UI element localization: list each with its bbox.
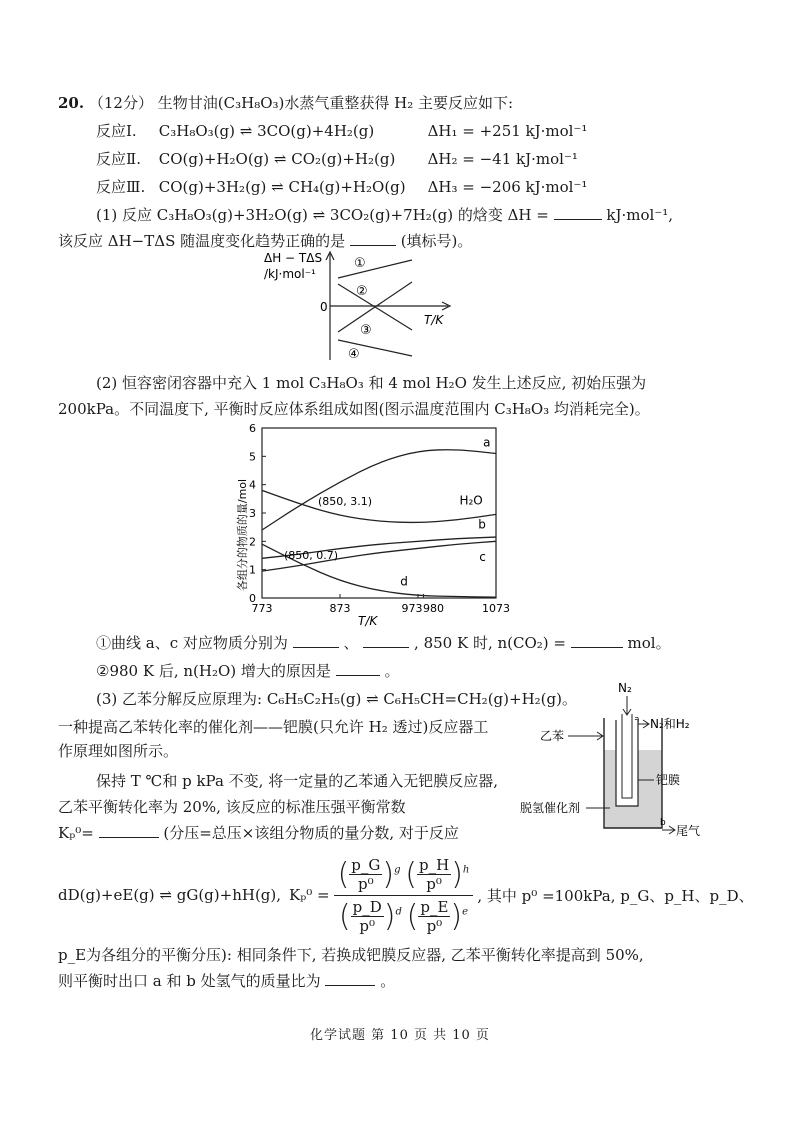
x-tick-label: 773 [251,602,273,615]
reaction-label: 反应Ⅲ. [96,178,146,196]
catalyst-label: 脱氢催化剂 [520,801,581,815]
question-number: 20. [58,94,85,112]
ethylbenzene-label: 乙苯 [540,729,565,743]
y-tick-label: 4 [249,478,256,492]
answer-blank-mass-ratio[interactable] [325,970,375,986]
part3-line4 [96,770,498,792]
trend-line-label: ④ [348,347,360,362]
part1-question: (1) 反应 C₃H₈O₃(g)+3H₂O(g) ⇌ 3CO₂(g)+7H₂(g) 的焓变 ΔH = [96,206,549,224]
chart-ylabel: 各组分的物质的量/mol [236,478,249,592]
trend-chart-ylabel: ΔH − TΔS [264,251,323,265]
part3-line7 [58,944,644,966]
reaction-3 [96,176,587,198]
palladium-membrane-reactor [510,678,720,848]
formula-exp-d: d [395,906,402,917]
y-tick-label: 3 [249,507,256,520]
page-footer: 化学试题 第 10 页 共 10 页 [310,1028,490,1043]
y-tick-label: 2 [249,535,256,549]
formula-exp-h: h [462,864,470,875]
y-tick-label: 0 [249,592,256,605]
part3-line3 [58,740,178,762]
y-tick-label: 5 [249,450,256,464]
formula-p0: p⁰ [359,916,375,935]
series-label: a [483,435,491,450]
answer-blank-nco2[interactable] [571,632,623,648]
part2-q1-text: ①曲线 a、c 对应物质分别为 [96,634,288,652]
chart-annotation-1: (850, 3.1) [318,495,373,508]
part2-q2-text: ②980 K 后, n(H₂O) 增大的原因是 [96,662,331,680]
part3-line1 [96,688,577,710]
chart-xlabel: T/K [358,614,378,628]
answer-blank-curve-a[interactable] [293,632,339,648]
formula-big-fraction: ( $\frac{p\_G}{\text{p⁰}}$ )$^g$ ( $\frac{p\_H}{\text{p⁰}}$ )$^h$ ( $\frac{p\_D}{\text{p⁰}}$ )$^d$ ( $\frac{p\_E}{\text{p⁰}}$ )$^e$ [334,856,474,935]
part2-q2-end: 。 [384,662,400,680]
part1-question-b: 该反应 ΔH−TΔS 随温度变化趋势正确的是 [58,232,346,250]
formula-pd: p_D [352,897,382,916]
question-points: （12分） [88,94,153,112]
part3-text-5: 乙苯平衡转化率为 20%, 该反应的标准压强平衡常数 [58,798,406,816]
reaction-enthalpy: ΔH₂ = −41 kJ·mol⁻¹ [427,150,578,168]
chart-series-group [262,435,496,597]
part3-text-3: 作原理如图所示。 [58,742,179,760]
formula-pg: p_G [351,855,381,874]
series-label: b [478,517,486,532]
x-tick-label: 973 [401,602,423,615]
series-label: c [479,550,486,565]
formula-tail: , 其中 p⁰ =100kPa, p_G、p_H、p_D、 [477,886,754,905]
part3-text-2: 一种提高乙苯转化率的催化剂——钯膜(只允许 H₂ 透过)反应器工 [58,718,489,736]
reaction-enthalpy: ΔH₁ = +251 kJ·mol⁻¹ [427,122,588,140]
part3-line6 [58,822,459,844]
part2-q1-unit: mol。 [627,634,671,652]
chart-annotation-2: (850, 0.7) [284,549,339,562]
n2-label: N₂ [618,681,632,695]
reaction-equation: CO(g)+H₂O(g) ⇌ CO₂(g)+H₂(g) [158,150,396,168]
trend-chart-xlabel: T/K [424,313,444,327]
answer-blank-reason[interactable] [336,660,380,676]
part1-unit: kJ·mol⁻¹, [606,206,674,224]
trend-line-label: ② [356,284,368,299]
part3-end: 。 [380,972,396,990]
reaction-label: 反应Ⅱ. [96,150,141,168]
part3-text-7: p_E为各组分的平衡分压): 相同条件下, 若换成钯膜反应器, 乙苯平衡转化率提高到 50%, [58,946,644,964]
trend-chart-origin: 0 [320,300,328,314]
part2-line1 [96,372,646,394]
answer-blank-kp[interactable] [99,822,159,838]
trend-line-3 [338,282,412,332]
part1-line1 [96,204,673,226]
part3-text-4: 保持 T ℃和 p kPa 不变, 将一定量的乙苯通入无钯膜反应器, [96,772,498,790]
x-tick-label: 873 [329,602,351,615]
part3-text-6: (分压=总压×该组分物质的量分数, 对于反应 [163,824,459,842]
formula-p0: p⁰ [426,874,442,893]
part2-q1-text-b: , 850 K 时, n(CO₂) = [414,634,566,652]
reaction-equation: CO(g)+3H₂(g) ⇌ CH₄(g)+H₂O(g) [158,178,406,196]
reaction-equation: C₃H₈O₃(g) ⇌ 3CO(g)+4H₂(g) [158,122,375,140]
question-header [58,92,513,114]
part1-fill-note: (填标号)。 [400,232,473,250]
reaction-1 [96,120,587,142]
reaction-label: 反应Ⅰ. [96,122,137,140]
trend-line-1 [338,260,412,278]
formula-p0: p⁰ [426,916,443,935]
formula-kp: Kₚ⁰ = [289,886,330,904]
formula-exp-g: g [394,864,401,875]
kp-formula [58,850,754,940]
membrane-tube-outer [616,720,638,806]
reaction-2 [96,148,578,170]
membrane-label: 钯膜 [656,773,681,787]
formula-reaction: dD(g)+eE(g) ⇌ gG(g)+hH(g), [58,886,282,904]
trend-line-label: ③ [360,323,372,338]
trend-chart-ylabel-unit: /kJ·mol⁻¹ [264,267,316,281]
n2h2-label: N₂和H₂ [650,717,690,731]
y-tick-label: 1 [249,563,256,577]
answer-blank-trend[interactable] [350,230,396,246]
part3-text-1: (3) 乙苯分解反应原理为: C₆H₅C₂H₅(g) ⇌ C₆H₅CH=CH₂(g)+H₂(g)。 [96,690,577,708]
part2-q2 [96,660,399,682]
chart-frame [262,428,496,598]
part2-text-1: (2) 恒容密闭容器中充入 1 mol C₃H₈O₃ 和 4 mol H₂O 发生上述反应, 初始压强为 [96,374,647,392]
x-tick-label: 1073 [482,602,510,615]
part3-line5 [58,796,406,818]
reaction-enthalpy: ΔH₃ = −206 kJ·mol⁻¹ [427,178,588,196]
formula-exp-e: e [462,906,469,917]
series-label: H₂O [459,493,483,508]
series-label: d [400,574,408,589]
part3-line8 [58,970,395,992]
kp-label: Kₚ⁰= [58,824,94,842]
question-intro: 生物甘油(C₃H₈O₃)水蒸气重整获得 H₂ 主要反应如下: [157,94,514,112]
part2-line2 [58,398,650,420]
formula-p0: p⁰ [358,874,374,893]
y-tick-label: 6 [249,422,256,435]
composition-chart [226,420,510,632]
part2-text-2: 200kPa。不同温度下, 平衡时反应体系组成如图(图示温度范围内 C₃H₈O₃ 均消耗完全)。 [58,400,650,418]
x-tick-label: 980 [422,602,444,615]
formula-pe: p_E [420,897,449,916]
part2-q1 [96,632,671,654]
trend-line-label: ① [354,256,366,271]
trend-chart [262,248,462,363]
outlet-b-label: b [660,818,666,828]
series-line-a [262,450,496,530]
part2-q1-sep: 、 [343,634,359,652]
formula-ph: p_H [419,855,450,874]
answer-blank-curve-c[interactable] [363,632,409,648]
tail-gas-label: 尾气 [676,824,701,838]
answer-blank-enthalpy[interactable] [554,204,602,220]
part3-line2 [58,716,488,738]
part3-text-8: 则平衡时出口 a 和 b 处氢气的质量比为 [58,972,321,990]
